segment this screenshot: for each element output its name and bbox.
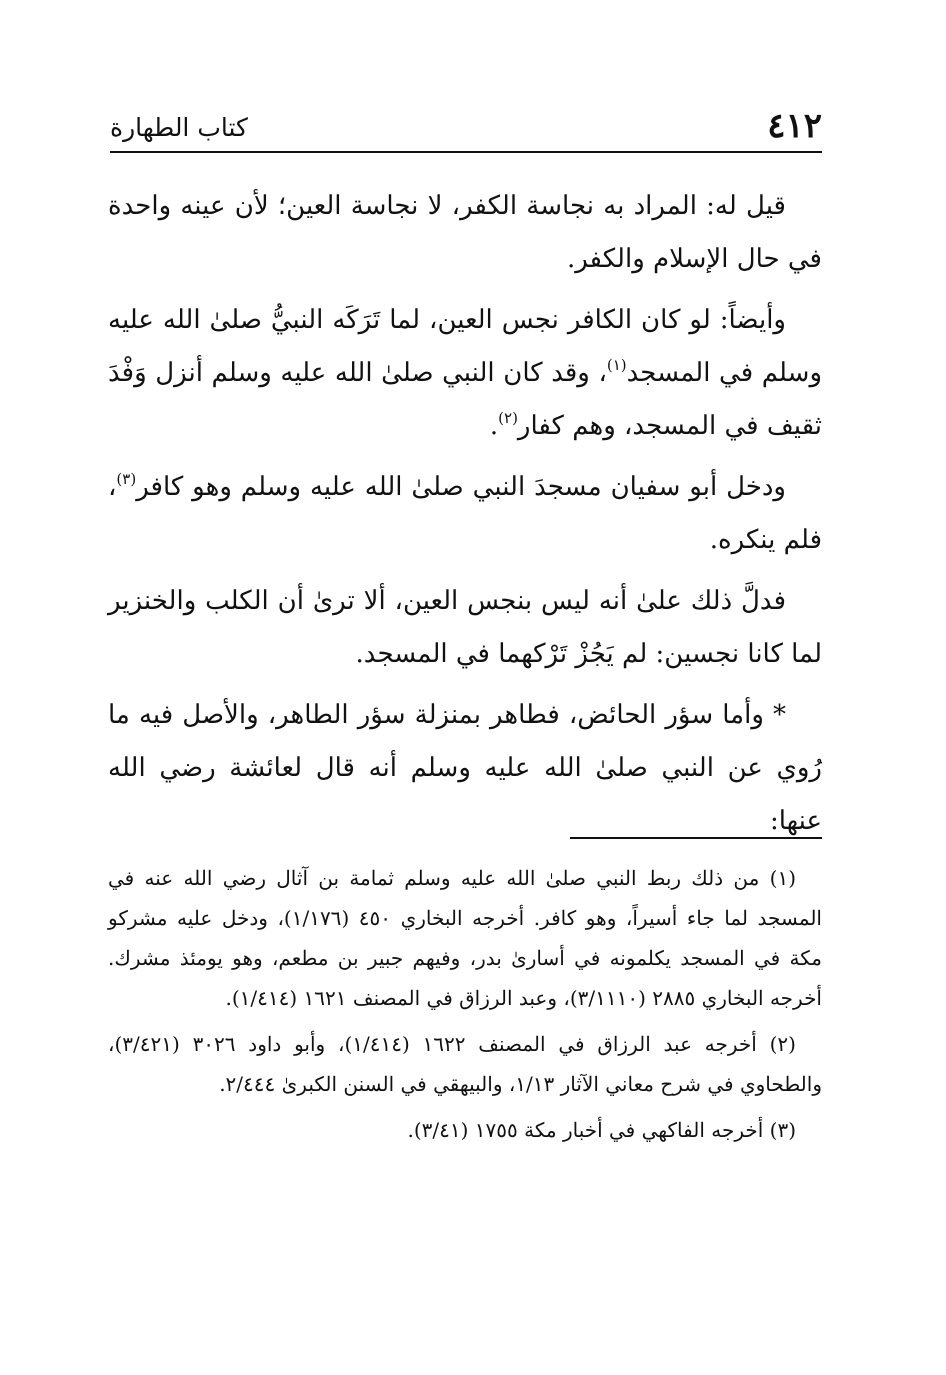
footnote-3: (٣) أخرجه الفاكهي في أخبار مكة ١٧٥٥ (٣/٤١). xyxy=(407,1118,796,1142)
paragraph xyxy=(108,461,822,567)
footnote-2: (٢) أخرجه عبد الرزاق في المصنف ١٦٢٢ (١/٤١٤)، وأبو داود ٣٠٢٦ (٣/٤٢١)، والطحاوي في شرح معاني الآثار ١/١٣، والبيهقي في السنن الكبرىٰ ٢/٤٤٤. xyxy=(108,1032,822,1096)
footnote-reference: (١) xyxy=(606,356,627,374)
paragraph-text: فدلَّ ذلك علىٰ أنه ليس بنجس العين، ألا ترىٰ أن الكلب والخنزير لما كانا نجسين: لم يَجُزْ تَرْكهما في المسجد. xyxy=(108,586,822,669)
paragraph xyxy=(108,689,822,848)
header-rule xyxy=(110,151,822,153)
paragraph-text: . xyxy=(489,411,499,441)
paragraph xyxy=(108,575,822,681)
footnote-reference: (٣) xyxy=(116,470,137,488)
footnote-1: (١) من ذلك ربط النبي صلىٰ الله عليه وسلم ثمامة بن آثال رضي الله عنه في المسجد لما جاء أسيراً، وهو كافر. أخرجه البخاري ٤٥٠ (١/١٧٦)، ودخل عليه مشركو مكة في المسجد يكلمونه في أسارىٰ بدر، وفيهم جبير بن مطعم، وهو يومئذ مشرك. أخرجه البخاري ٢٨٨٥ (٣/١١١٠)، وعبد الرزاق في المصنف ١٦٢١ (١/٤١٤). xyxy=(108,866,822,1010)
paragraph xyxy=(108,294,822,453)
paragraph-text: ودخل أبو سفيان مسجدَ النبي صلىٰ الله عليه وسلم وهو كافر xyxy=(136,472,786,502)
paragraph-text: قيل له: المراد به نجاسة الكفر، لا نجاسة العين؛ لأن عينه واحدة في حال الإسلام والكفر. xyxy=(108,191,822,274)
footnote-reference: (٢) xyxy=(498,409,518,427)
paragraph xyxy=(108,180,822,286)
paragraph-text: ، وقد كان النبي صلىٰ الله عليه وسلم أنزل وَفْدَ ثقيف في المسجد، وهم كفار xyxy=(108,358,822,441)
footnotes xyxy=(108,858,822,1156)
footnote-separator xyxy=(570,837,822,839)
paragraph-text: ، فلم ينكره. xyxy=(108,472,822,555)
running-title: كتاب الطهارة xyxy=(110,113,248,142)
paragraph-text: وأيضاً: لو كان الكافر نجس العين، لما تَرَكَه النبيُّ صلىٰ الله عليه وسلم في المسجد xyxy=(108,305,822,388)
main-text xyxy=(108,180,822,856)
paragraph-text: * وأما سؤر الحائض، فطاهر بمنزلة سؤر الطاهر، والأصل فيه ما رُوي عن النبي صلىٰ الله عليه وسلم أنه قال لعائشة رضي الله عنها: xyxy=(108,700,822,836)
page-number: ٤١٢ xyxy=(767,106,822,146)
page-header xyxy=(110,104,822,150)
